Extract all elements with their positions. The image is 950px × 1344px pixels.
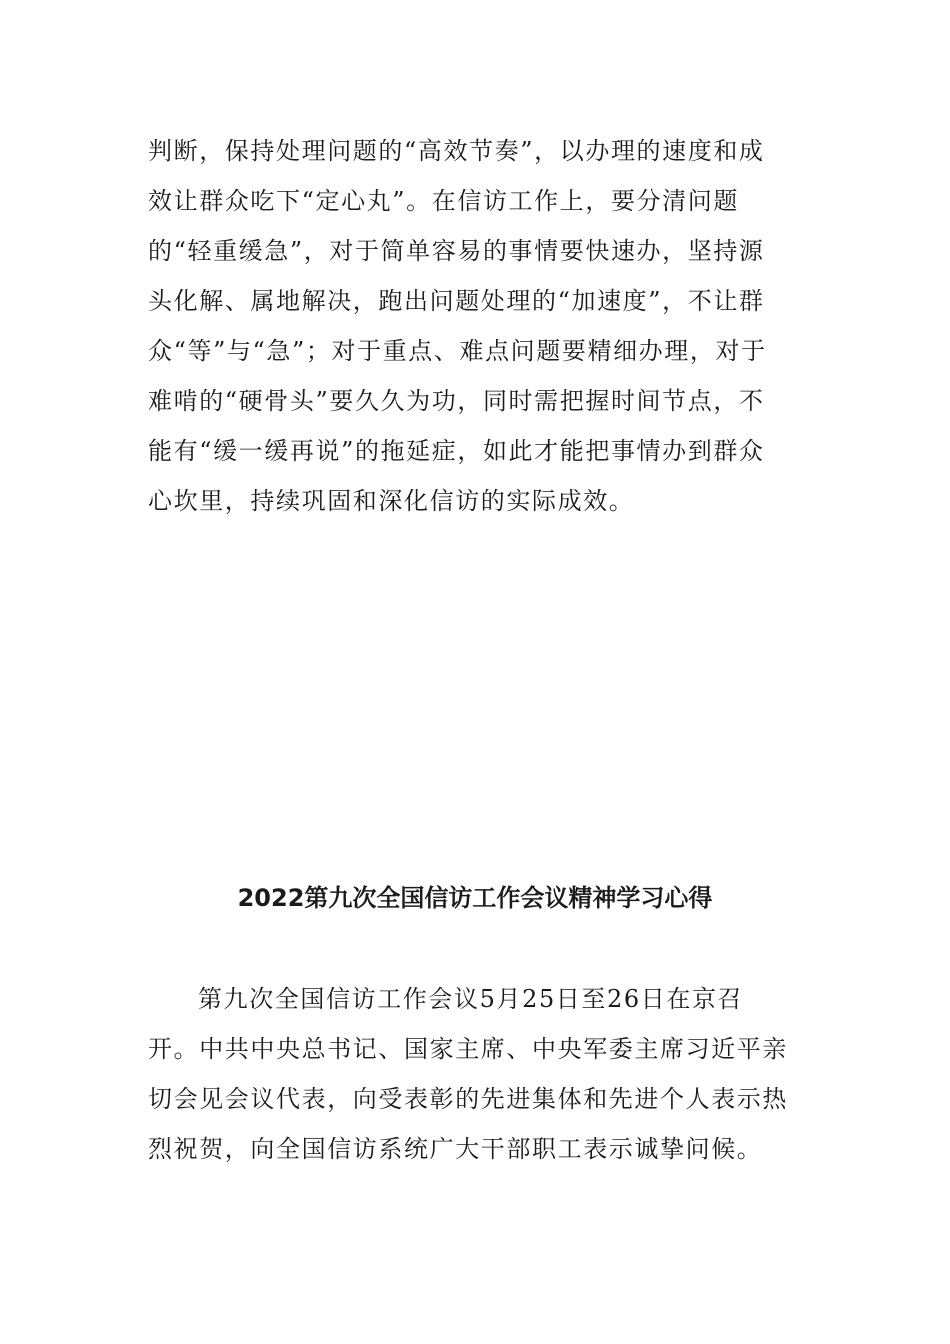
body-paragraph-intro: 第九次全国信访工作会议5月25日至26日在京召开。中共中央总书记、国家主席、中央军委主席习近平亲切会见会议代表，向受表彰的先进集体和先进个人表示热烈祝贺，向全国信访系统广大干部职工表示诚挚问候。 [148, 985, 788, 1163]
body-paragraph-continued: 判断，保持处理问题的“高效节奏”，以办理的速度和成效让群众吃下“定心丸”。在信访工作上，要分清问题的“轻重缓急”，对于简单容易的事情要快速办，坚持源头化解、属地解决，跑出问题处理的“加速度”，不让群众“等”与“急”；对于重点、难点问题要精细办理，对于难啃的“硬骨头”要久久为功，同时需把握时间节点，不能有“缓一缓再说”的拖延症，如此才能把事情办到群众心坎里，持续巩固和深化信访的实际成效。 [148, 137, 767, 515]
article-title: 2022第九次全国信访工作会议精神学习心得 [237, 884, 713, 912]
